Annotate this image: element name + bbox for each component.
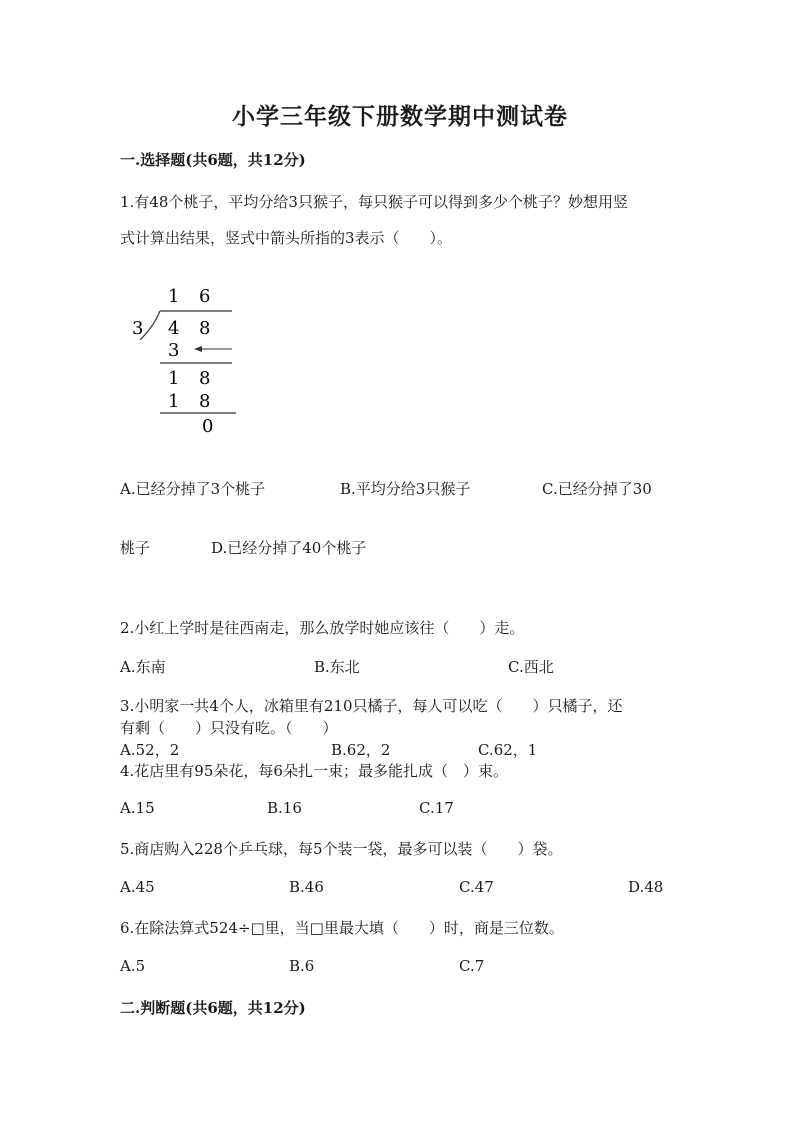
- q5-option-b[interactable]: B.46: [289, 878, 324, 896]
- product-step-1: 3: [168, 340, 180, 361]
- question-4: 4.花店里有95朵花，每6朵扎一束；最多能扎成（ ）束。: [120, 762, 508, 780]
- remainder-bring-down-tens: 1: [168, 368, 180, 389]
- q4-option-b[interactable]: B.16: [267, 799, 302, 817]
- q2-option-c[interactable]: C.西北: [508, 658, 554, 676]
- product-step-2-ones: 8: [199, 391, 211, 412]
- section-heading-choice: 一.选择题(共6题，共12分): [120, 151, 306, 169]
- q1-option-a[interactable]: A.已经分掉了3个桃子: [120, 480, 266, 498]
- q2-option-a[interactable]: A.东南: [120, 658, 166, 676]
- question-2: 2.小红上学时是往西南走，那么放学时她应该往（ ）走。: [120, 619, 525, 637]
- q5-option-c[interactable]: C.47: [459, 878, 494, 896]
- q1-option-b[interactable]: B.平均分给3只猴子: [340, 480, 471, 498]
- q1-option-c-continued: 桃子: [120, 539, 151, 557]
- dividend-digit-ones: 8: [199, 318, 211, 339]
- page-title: 小学三年级下册数学期中测试卷: [232, 103, 568, 130]
- q5-option-d[interactable]: D.48: [628, 878, 664, 896]
- quotient-digit-tens: 1: [168, 286, 180, 307]
- quotient-digit-ones: 6: [199, 286, 211, 307]
- q3-option-b[interactable]: B.62，2: [331, 741, 391, 759]
- product-step-2-tens: 1: [168, 391, 180, 412]
- question-1-line-2: 式计算出结果，竖式中箭头所指的3表示（ ）。: [120, 229, 453, 247]
- remainder-bring-down-ones: 8: [199, 368, 211, 389]
- q6-option-a[interactable]: A.5: [120, 957, 146, 975]
- arrow-left-icon: [194, 346, 202, 352]
- q3-option-a[interactable]: A.52，2: [120, 741, 180, 759]
- long-division-diagram: [128, 282, 248, 442]
- q6-option-b[interactable]: B.6: [289, 957, 315, 975]
- q2-option-b[interactable]: B.东北: [314, 658, 360, 676]
- question-1-line-1: 1.有48个桃子，平均分给3只猴子，每只猴子可以得到多少个桃子？妙想用竖: [120, 193, 628, 211]
- final-remainder: 0: [202, 416, 214, 437]
- dividend-digit-tens: 4: [168, 318, 180, 339]
- q1-option-c[interactable]: C.已经分掉了30: [542, 480, 652, 498]
- q6-option-c[interactable]: C.7: [459, 957, 485, 975]
- q4-option-c[interactable]: C.17: [419, 799, 454, 817]
- question-3-line-2: 有剩（ ）只没有吃。（ ）: [120, 719, 338, 737]
- q3-option-c[interactable]: C.62，1: [478, 741, 538, 759]
- q1-option-d[interactable]: D.已经分掉了40个桃子: [211, 539, 367, 557]
- q5-option-a[interactable]: A.45: [120, 878, 155, 896]
- q4-option-a[interactable]: A.15: [120, 799, 155, 817]
- question-3-line-1: 3.小明家一共4个人，冰箱里有210只橘子，每人可以吃（ ）只橘子，还: [120, 697, 623, 715]
- section-heading-judgment: 二.判断题(共6题，共12分): [120, 999, 306, 1017]
- question-6: 6.在除法算式524÷□里，当□里最大填（ ）时，商是三位数。: [120, 919, 564, 937]
- divisor: 3: [132, 318, 144, 339]
- question-5: 5.商店购入228个乒乓球，每5个装一袋，最多可以装（ ）袋。: [120, 840, 563, 858]
